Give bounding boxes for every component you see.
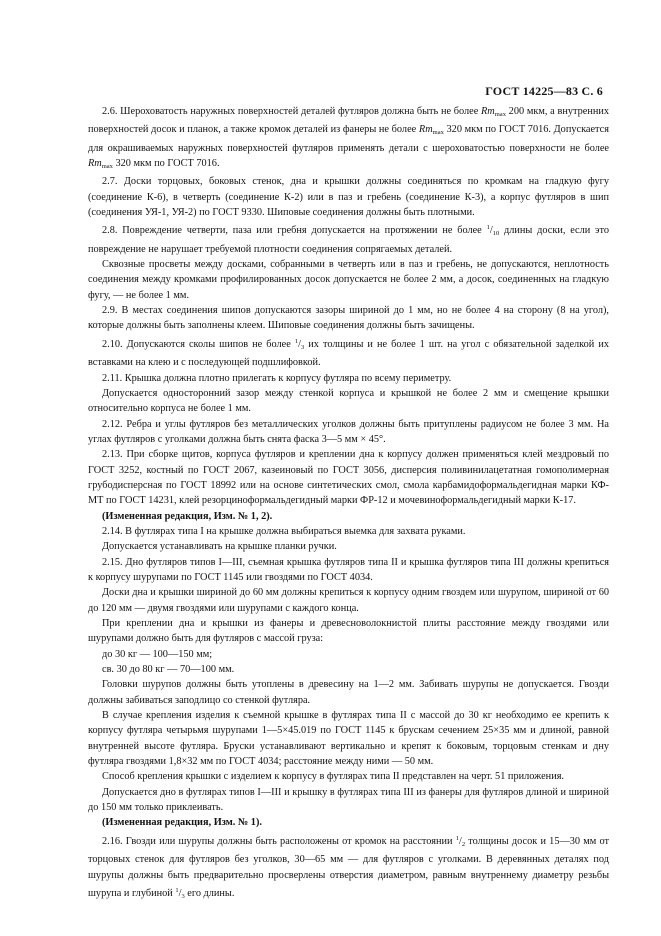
paragraph-2-15-spacing: При креплении дна и крышки из фанеры и древесноволокнистой плиты расстояние между гвоздями или шурупами должно быть для футляров с массой груза: (88, 618, 609, 645)
paragraph-2-7: 2.7. Доски торцовых, боковых стенок, дна и крышки должны соединяться по кромкам на гладкую фугу (соединение К-6), в четверть (соединение К-2) или в паз и гребень (соединение К-3), а корпус футляров в шип (соединения УЯ-1, УЯ-2) по ГОСТ 9330. Шиповые соединения должны быть плотными. (88, 176, 609, 219)
paragraph-2-8-gaps: Сквозные просветы между досками, собранными в четверть или в паз и гребень, не допускаются, неплотность соединения между кромками профилированных досок допускается не более 2 мм, а досок, соединенных на гладкую фугу, — не более 1 мм. (88, 259, 609, 301)
paragraph-2-10: 2.10. Допускаются сколы шипов не более $^1/_3$ их толщины и не более 1 шт. на угол с обязательной заделкой их вставками на клею и с последующей подшлифовкой. (88, 337, 609, 369)
paragraph-2-15-method: Способ крепления крышки с изделием к корпусу в футлярах типа II представлен на черт. 51 приложения. (102, 771, 565, 783)
paragraph-2-9: 2.9. В местах соединения шипов допускаются зазоры шириной до 1 мм, но не более 4 на сторону (8 на угол), которые должны быть заполнены клеем. Шиповые соединения должны быть зачищены. (88, 305, 609, 332)
paragraph-2-16: 2.16. Гвозди или шурупы должны быть расположены от кромок на расстоянии $^1/_2$ толщины досок и 15—30 мм от торцовых стенок для футляров без уголков, 30—65 мм — для футляров с уголками. В деревянных деталях под шурупы должны быть предварительно просверлены отверстия диаметром, равным внутреннему диаметру резьбы шурупа и глубиной $^1/_3$ его длины. (88, 834, 610, 900)
paragraph-2-15-glue: Допускается дно в футлярах типов I—III и крышку в футлярах типа III из фанеры для футляров длиной и шириной до 150 мм только приклеивать. (88, 786, 609, 814)
paragraph-2-14-handles: Допускается устанавливать на крышке планки ручки. (102, 541, 337, 553)
spacing-item-light: до 30 кг — 100—150 мм; (102, 648, 213, 660)
amendment-note-1-2: (Измененная редакция, Изм. № 1, 2). (102, 510, 273, 522)
paragraph-2-15: 2.15. Дно футляров типов I—III, съемная крышка футляров типа II и крышка футляров типа III должны крепиться к корпусу шурупами по ГОСТ 1145 или гвоздями по ГОСТ 4034. (88, 556, 609, 583)
paragraph-2-15-screws: Головки шурупов должны быть утоплены в древесину на 1—2 мм. Забивать шурупы не допускается. Гвозди должны забиваться заподлицо со стенкой футляра. (88, 679, 609, 706)
paragraph-2-8: 2.8. Повреждение четверти, паза или гребня допускается на протяжении не более $^1/_{10}$ длины доски, если это повреждение не нарушает требуемой плотности соединения сопрягаемых деталей. (88, 224, 609, 255)
paragraph-2-11: 2.11. Крышка должна плотно прилегать к корпусу футляра по всему периметру. (102, 372, 452, 384)
paragraph-2-6: 2.6. Шероховатость наружных поверхностей деталей футляров должна быть не более $Rm_{max}$ 200 мкм, а внутренних поверхностей досок и планок, а также кромок деталей из фанеры не более $Rm_{max}$ 320 мкм по ГОСТ 7016. Допускается для окрашиваемых наружных поверхностей футляров применять детали с шероховатостью поверхности не более $Rm_{max}$ 320 мкм по ГОСТ 7016. (88, 106, 609, 171)
document-body (88, 104, 609, 904)
paragraph-2-15-lid: В случае крепления изделия к съемной крышке в футлярах типа II с массой до 30 кг необходимо ее крепить к корпусу футляра четырьмя шурупами 1—5×45.019 по ГОСТ 1145 к брускам сечением 25×35 мм и длиной, равной внутренней высоте футляра. Бруски устанавливают вертикально и крепят к боковым, торцовым стенкам и дну футляра гвоздями 1,8×32 мм по ГОСТ 4034; расстояние между ними — 50 мм. (88, 710, 609, 768)
paragraph-2-15-boards: Доски дна и крышки шириной до 60 мм должны крепиться к корпусу одним гвоздем или шурупом, шириной от 60 до 120 мм — двумя гвоздями или шурупами с каждого конца. (88, 587, 609, 614)
amendment-note-1: (Измененная редакция, Изм. № 1). (102, 817, 262, 829)
paragraph-2-11-clearance: Допускается односторонний зазор между стенкой корпуса и крышкой не более 2 мм и смещение крышки относительно корпуса не более 1 мм. (88, 387, 609, 415)
paragraph-2-13: 2.13. При сборке щитов, корпуса футляров и креплении дна к корпусу должен применяться клей мездровый по ГОСТ 3252, костный по ГОСТ 2067, казеиновый по ГОСТ 3056, дисперсия поливинилацетатная гомополимерная грубодисперсная по ГОСТ 18992 или на основе синтетических смол, смола карбамидоформальдегидная марки КФ-МТ по ГОСТ 14231, клей резорциноформальдегидный марки ФР-12 и мочевиноформальдегидный марки К-17. (88, 449, 609, 507)
paragraph-2-14: 2.14. В футлярах типа I на крышке должна выбираться выемка для захвата руками. (102, 525, 466, 537)
spacing-item-heavy: св. 30 до 80 кг — 70—100 мм. (102, 664, 235, 676)
paragraph-2-12: 2.12. Ребра и углы футляров без металлических уголков должны быть притуплены радиусом не более 3 мм. На углах футляров с уголками должна быть снята фаска 3—5 мм × 45°. (88, 418, 609, 445)
page-header: ГОСТ 14225—83 С. 6 (485, 84, 603, 98)
